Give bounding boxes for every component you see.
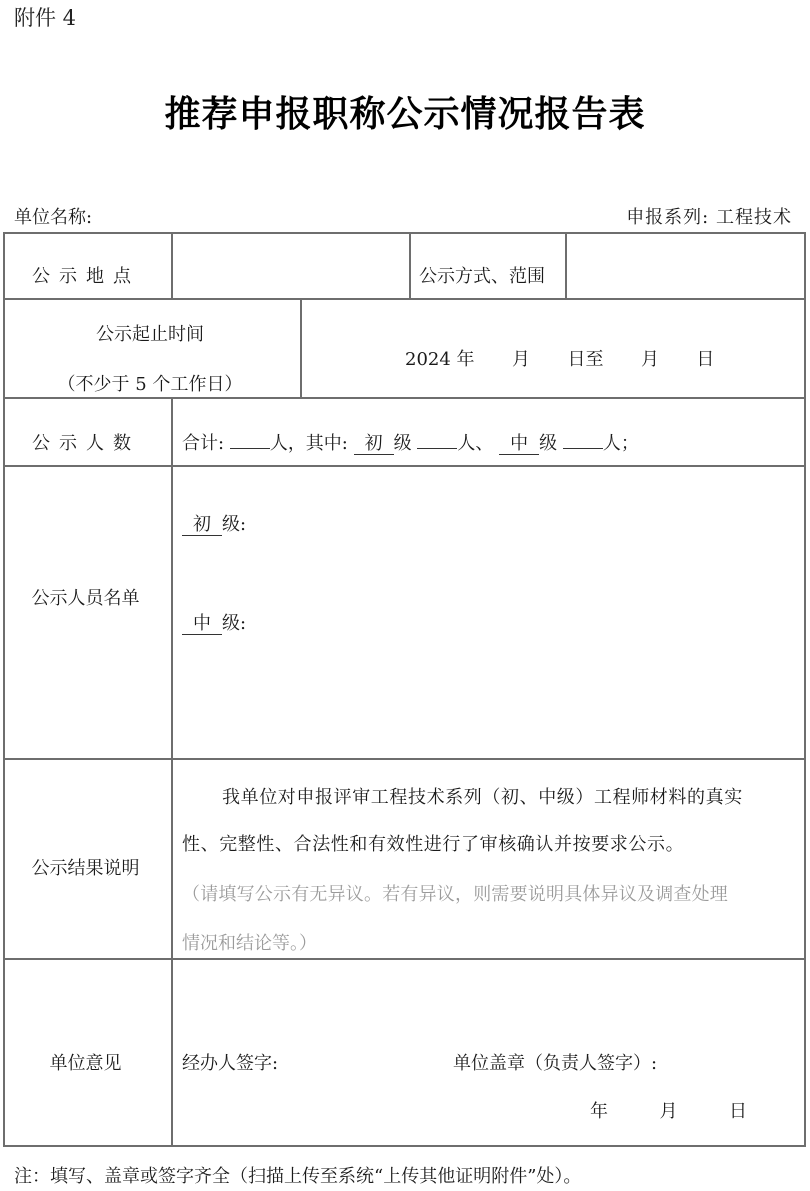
date-year: 年 bbox=[590, 1101, 608, 1122]
period-year-unit: 年 bbox=[456, 349, 475, 370]
count-line bbox=[182, 429, 639, 455]
level-suffix: 级: bbox=[222, 613, 247, 634]
result-label: 公示结果说明 bbox=[31, 858, 140, 879]
level-suffix: 级 bbox=[393, 433, 412, 454]
name-list-label: 公示人员名单 bbox=[31, 588, 140, 609]
row-divider bbox=[3, 397, 805, 399]
count-label: 公示人数 bbox=[32, 433, 140, 454]
row-divider bbox=[3, 298, 805, 300]
total-label: 合计: bbox=[182, 433, 225, 454]
period-end-day: 日 bbox=[696, 349, 715, 370]
junior-level-text: 初 bbox=[182, 515, 222, 536]
col-divider bbox=[409, 232, 411, 299]
col-divider bbox=[565, 232, 567, 299]
result-hint-line1: （请填写公示有无异议。若有异议，则需要说明具体异议及调查处理 bbox=[182, 884, 728, 905]
separator: 、 bbox=[475, 433, 494, 454]
person-unit: 人 bbox=[269, 433, 288, 454]
middle-level-text: 中 bbox=[499, 434, 539, 455]
handler-signature-field[interactable] bbox=[300, 1040, 440, 1074]
middle-list-heading bbox=[182, 609, 246, 635]
period-label: 公示起止时间 bbox=[96, 324, 204, 345]
series-label: 申报系列: bbox=[626, 207, 710, 228]
result-hint-line2: 情况和结论等。） bbox=[182, 933, 317, 954]
attachment-label: 附件 4 bbox=[14, 6, 77, 30]
signature-date[interactable] bbox=[590, 1097, 747, 1123]
result-statement-line1: 我单位对申报评审工程技术系列（初、中级）工程师材料的真实 bbox=[222, 787, 743, 808]
period-end-month: 月 bbox=[640, 349, 659, 370]
level-suffix: 级: bbox=[222, 514, 247, 535]
stamp-label: 单位盖章（负责人签字）: bbox=[453, 1053, 658, 1074]
total-count-input[interactable] bbox=[230, 448, 270, 449]
end-punct: ； bbox=[620, 433, 639, 454]
location-label: 公示地点 bbox=[32, 266, 140, 287]
result-statement-line2: 性、完整性、合法性和有效性进行了审核确认并按要求公示。 bbox=[182, 834, 685, 855]
junior-list-heading bbox=[182, 510, 246, 536]
series-value: 工程技术 bbox=[716, 207, 792, 228]
level-suffix: 级 bbox=[539, 433, 558, 454]
table-border-right bbox=[804, 232, 806, 1147]
col-divider bbox=[300, 298, 302, 398]
middle-level-text: 中 bbox=[182, 614, 222, 635]
method-scope-label: 公示方式、范围 bbox=[419, 266, 545, 287]
middle-count-input[interactable] bbox=[563, 448, 603, 449]
opinion-label: 单位意见 bbox=[49, 1053, 122, 1074]
period-year: 2024 bbox=[405, 349, 451, 370]
person-unit: 人 bbox=[602, 433, 621, 454]
unit-name-label: 单位名称: bbox=[14, 207, 93, 228]
junior-list-input[interactable] bbox=[182, 540, 792, 600]
date-month: 月 bbox=[659, 1101, 678, 1122]
person-unit: 人 bbox=[457, 433, 476, 454]
junior-level-text: 初 bbox=[354, 434, 394, 455]
table-border-bottom bbox=[3, 1145, 805, 1147]
among-label: ，其中: bbox=[287, 433, 348, 454]
col-divider bbox=[171, 232, 173, 299]
junior-count-input[interactable] bbox=[417, 448, 457, 449]
col-divider bbox=[171, 397, 173, 1146]
row-divider bbox=[3, 958, 805, 960]
location-input[interactable] bbox=[174, 234, 407, 298]
period-dates[interactable] bbox=[405, 345, 714, 371]
page-title: 推荐申报职称公示情况报告表 bbox=[164, 94, 646, 135]
row-divider bbox=[3, 465, 805, 467]
middle-list-input[interactable] bbox=[182, 640, 792, 750]
period-requirement: （不少于 5 个工作日） bbox=[57, 374, 243, 395]
series-field bbox=[626, 203, 792, 229]
handler-signature-label: 经办人签字: bbox=[182, 1053, 279, 1074]
method-scope-input[interactable] bbox=[568, 234, 803, 298]
row-divider bbox=[3, 758, 805, 760]
period-start-month: 月 bbox=[512, 349, 531, 370]
period-start-day-to: 日至 bbox=[567, 349, 604, 370]
date-day: 日 bbox=[728, 1101, 747, 1122]
footnote: 注：填写、盖章或签字齐全（扫描上传至系统“上传其他证明附件”处）。 bbox=[14, 1166, 582, 1187]
